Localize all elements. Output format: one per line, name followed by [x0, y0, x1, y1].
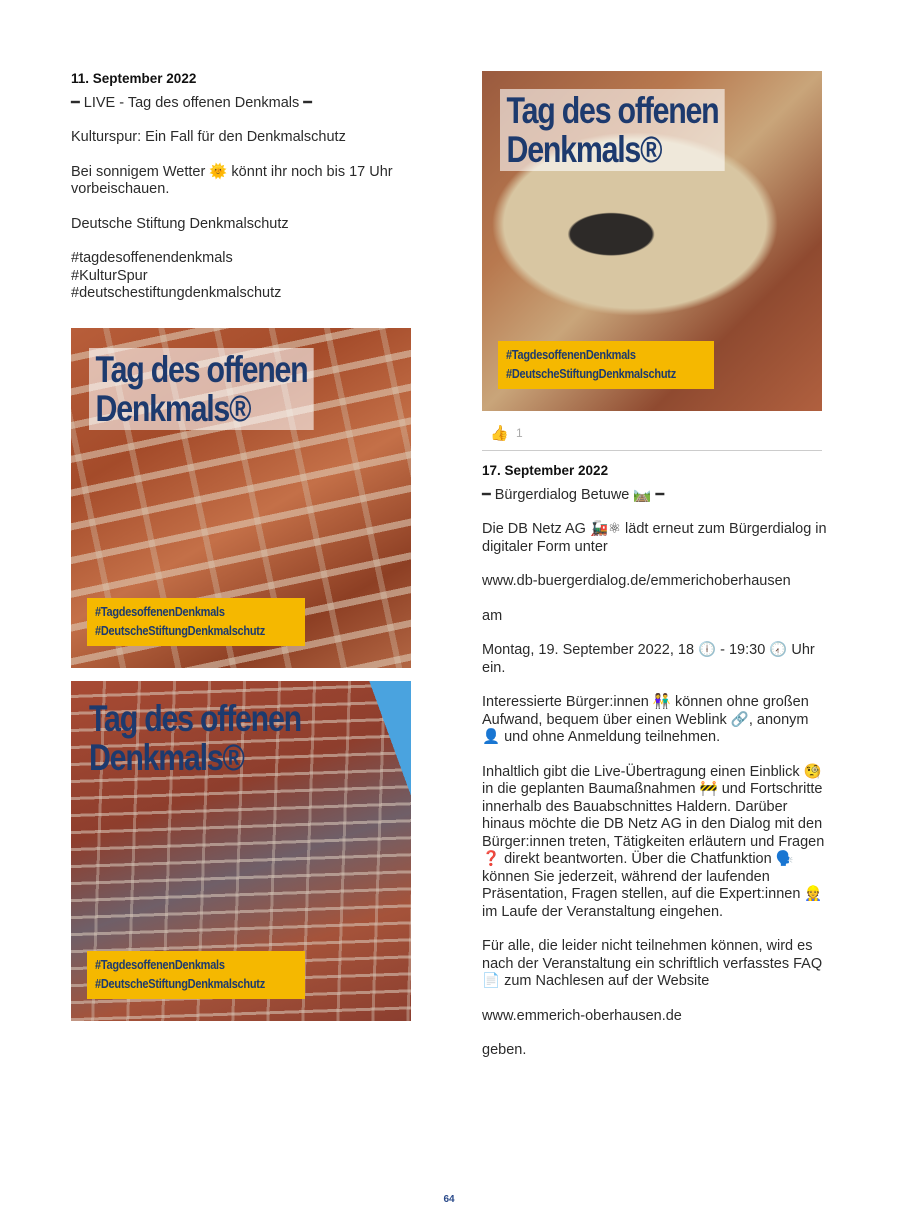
photo-title-line2: Denkmals® — [506, 129, 662, 170]
hashtag-2: #DeutscheStiftungDenkmalschutz — [506, 367, 676, 381]
photo-hashtag-banner — [498, 341, 714, 389]
post-paragraph: am — [482, 607, 503, 624]
photo-hashtag-banner — [87, 951, 305, 999]
post-paragraph: Kulturspur: Ein Fall für den Denkmalschutz — [71, 129, 346, 145]
right-post — [482, 462, 831, 1077]
post-link[interactable]: www.db-buergerdialog.de/emmerichoberhausen — [482, 573, 791, 589]
left-post — [71, 70, 411, 320]
likes-row — [482, 420, 822, 451]
photo-title — [500, 89, 725, 171]
thumbs-up-icon[interactable]: 👍 — [490, 425, 509, 442]
photo-hashtag-banner — [87, 598, 305, 646]
post-paragraph: Montag, 19. September 2022, 18 🕕 - 19:30 🕢 Uhr ein. — [482, 642, 819, 676]
post-paragraph: Interessierte Bürger:innen 👫 können ohne großen Aufwand, bequem über einen Weblink 🔗, anonym 👤 und ohne Anmeldung teilnehmen. — [482, 694, 813, 745]
post-paragraph: Bei sonnigem Wetter 🌞 könnt ihr noch bis 17 Uhr vorbeischauen. — [71, 163, 397, 197]
post-paragraph: Deutsche Stiftung Denkmalschutz — [71, 215, 289, 232]
post-link[interactable]: www.emmerich-oberhausen.de — [482, 1007, 682, 1024]
photo-title-line1: Tag des offenen — [95, 349, 308, 390]
post-paragraph: geben. — [482, 1042, 527, 1058]
stone-detail-photo — [482, 71, 822, 411]
photo-title — [89, 348, 314, 430]
like-count: 1 — [516, 426, 523, 440]
photo-title — [89, 699, 301, 777]
hashtag-1: #TagdesoffenenDenkmals — [95, 958, 225, 972]
hashtag-1: #TagdesoffenenDenkmals — [95, 605, 225, 619]
post-date: 11. September 2022 — [71, 71, 197, 86]
post-paragraph: Für alle, die leider nicht teilnehmen können, wird es nach der Veranstaltung ein schriftlich verfasstes FAQ 📄 zum Nachlesen auf der Website — [482, 938, 827, 989]
photo-title-line2: Denkmals® — [89, 737, 244, 778]
photo-title-line1: Tag des offenen — [89, 698, 301, 739]
post-paragraph: Inhaltlich gibt die Live-Übertragung einen Einblick 🧐 in die geplanten Baumaßnahmen 🚧 und Fortschritte innerhalb des Bauabschnittes Haldern. Darüber hinaus möchte die DB Netz AG in den Dialog mit den Bürger:innen treten, Tätigkeiten erläutern und Fragen ❓ direkt beantworten. Über die Chatfunktion 🗣️ können Sie jederzeit, während der laufenden Präsentation, Fragen stellen, auf die Expert:innen 👷 im Laufe der Veranstaltung eingehen. — [482, 763, 829, 920]
hashtag-2: #DeutscheStiftungDenkmalschutz — [95, 624, 265, 638]
post-headline: ━ LIVE - Tag des offenen Denkmals ━ — [71, 94, 312, 111]
post-headline: ━ Bürgerdialog Betuwe 🛤️ ━ — [482, 486, 665, 503]
post-paragraph: Die DB Netz AG 🚂⚛ lädt erneut zum Bürgerdialog in digitaler Form unter — [482, 521, 831, 555]
post-date: 17. September 2022 — [482, 463, 609, 478]
post-hashtags: #tagdesoffenendenkmals #KulturSpur #deutschestiftungdenkmalschutz — [71, 250, 282, 301]
brick-wall-photo-1 — [71, 328, 411, 668]
hashtag-2: #DeutscheStiftungDenkmalschutz — [95, 977, 265, 991]
brick-wall-photo-2 — [71, 681, 411, 1021]
photo-title-line1: Tag des offenen — [506, 90, 719, 131]
page-number: 64 — [443, 1194, 455, 1205]
hashtag-1: #TagdesoffenenDenkmals — [506, 348, 636, 362]
photo-title-line2: Denkmals® — [95, 388, 251, 429]
